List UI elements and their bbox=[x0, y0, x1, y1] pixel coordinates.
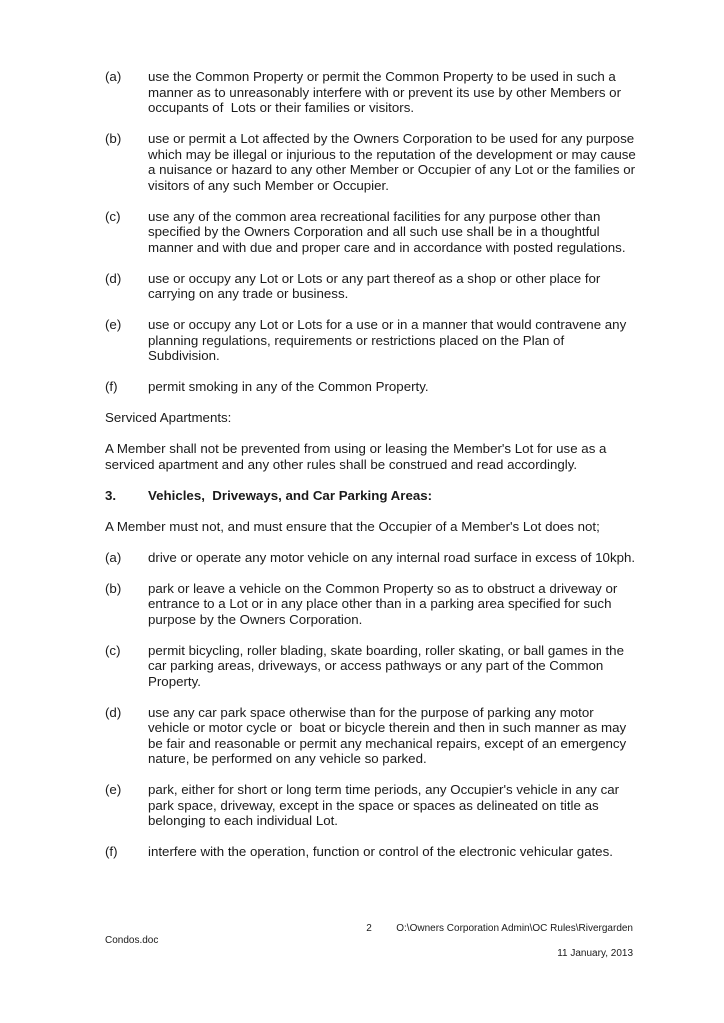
item-text: park or leave a vehicle on the Common Property so as to obstruct a driveway or entrance to a Lot or in any place other than in a parking area specified for such purpose by the Owners Corporation. bbox=[148, 580, 622, 627]
item-text: use the Common Property or permit the Common Property to be used in such a manner as to unreasonably interfere with or prevent its use by other Members or occupants of Lots or their families or visitors. bbox=[148, 69, 625, 115]
serviced-apartments-heading: Serviced Apartments: bbox=[105, 410, 232, 425]
list-item bbox=[105, 131, 638, 193]
item-label: (a) bbox=[105, 69, 122, 84]
section-title: Vehicles, Driveways, and Car Parking Areas: bbox=[148, 487, 433, 503]
item-text: use any of the common area recreational facilities for any purpose other than specified by the Owners Corporation and all such use shall be in a thoughtful manner and with due and proper care and in accordance with posted regulations. bbox=[148, 208, 626, 255]
item-label: (b) bbox=[105, 580, 122, 596]
item-text: permit smoking in any of the Common Property. bbox=[148, 379, 429, 394]
list-item bbox=[105, 209, 638, 256]
item-text: use any car park space otherwise than for the purpose of parking any motor vehicle or motor cycle or boat or bicycle therein and then in such manner as may be fair and reasonable or permit any mechanical repairs, except of an emergency nature, be performed on any vehicle so parked. bbox=[148, 704, 630, 766]
item-label: (c) bbox=[105, 642, 121, 658]
item-text: permit bicycling, roller blading, skate boarding, roller skating, or ball games in the car parking areas, driveways, or access pathways or any part of the Common Property. bbox=[148, 642, 628, 689]
footer-line bbox=[105, 923, 633, 935]
section-intro-paragraph: A Member must not, and must ensure that the Occupier of a Member's Lot does not; bbox=[105, 518, 600, 534]
item-label: (d) bbox=[105, 704, 122, 720]
page-number: 2 bbox=[366, 923, 372, 934]
item-label: (f) bbox=[105, 844, 118, 859]
item-label: (e) bbox=[105, 782, 122, 797]
list-item bbox=[105, 705, 638, 767]
footer-file-path-continued: Condos.doc bbox=[105, 935, 159, 947]
item-label: (f) bbox=[105, 379, 118, 394]
list-item bbox=[105, 317, 638, 364]
item-label: (d) bbox=[105, 270, 122, 286]
item-text: interfere with the operation, function or control of the electronic vehicular gates. bbox=[148, 844, 613, 859]
item-text: park, either for short or long term time periods, any Occupier's vehicle in any car park space, driveway, except in the space or spaces as delineated on title as belonging to each individual Lot. bbox=[148, 782, 623, 828]
item-label: (a) bbox=[105, 549, 122, 565]
document-body bbox=[105, 69, 638, 875]
item-text: use or occupy any Lot or Lots or any part thereof as a shop or other place for carrying on any trade or business. bbox=[148, 270, 605, 301]
list-item bbox=[105, 69, 638, 116]
item-text: drive or operate any motor vehicle on any internal road surface in excess of 10kph. bbox=[148, 549, 636, 565]
list-item bbox=[105, 844, 638, 860]
item-label: (c) bbox=[105, 208, 121, 224]
serviced-apartments-paragraph: A Member shall not be prevented from using or leasing the Member's Lot for use as a serviced apartment and any other rules shall be construed and read accordingly. bbox=[105, 441, 611, 472]
list-item bbox=[105, 581, 638, 628]
item-text: use or occupy any Lot or Lots for a use or in a manner that would contravene any planning regulations, requirements or restrictions placed on the Plan of Subdivision. bbox=[148, 317, 630, 363]
list-item bbox=[105, 550, 638, 566]
list-item bbox=[105, 271, 638, 302]
page-footer bbox=[105, 923, 633, 960]
footer-file-path: O:\Owners Corporation Admin\OC Rules\Rivergarden bbox=[396, 923, 633, 934]
footer-date: 11 January, 2013 bbox=[557, 947, 633, 959]
list-item bbox=[105, 643, 638, 690]
section-number: 3. bbox=[105, 487, 117, 503]
item-text: use or permit a Lot affected by the Owners Corporation to be used for any purpose which may be illegal or injurious to the reputation of the development or may cause a nuisance or hazard to any other Member or Occupier of any Lot or the families or visitors of any such Member or Occupier. bbox=[148, 131, 640, 193]
list-item bbox=[105, 379, 638, 395]
item-label: (b) bbox=[105, 131, 122, 146]
section-heading bbox=[105, 488, 638, 504]
item-label: (e) bbox=[105, 317, 122, 332]
list-item bbox=[105, 782, 638, 829]
